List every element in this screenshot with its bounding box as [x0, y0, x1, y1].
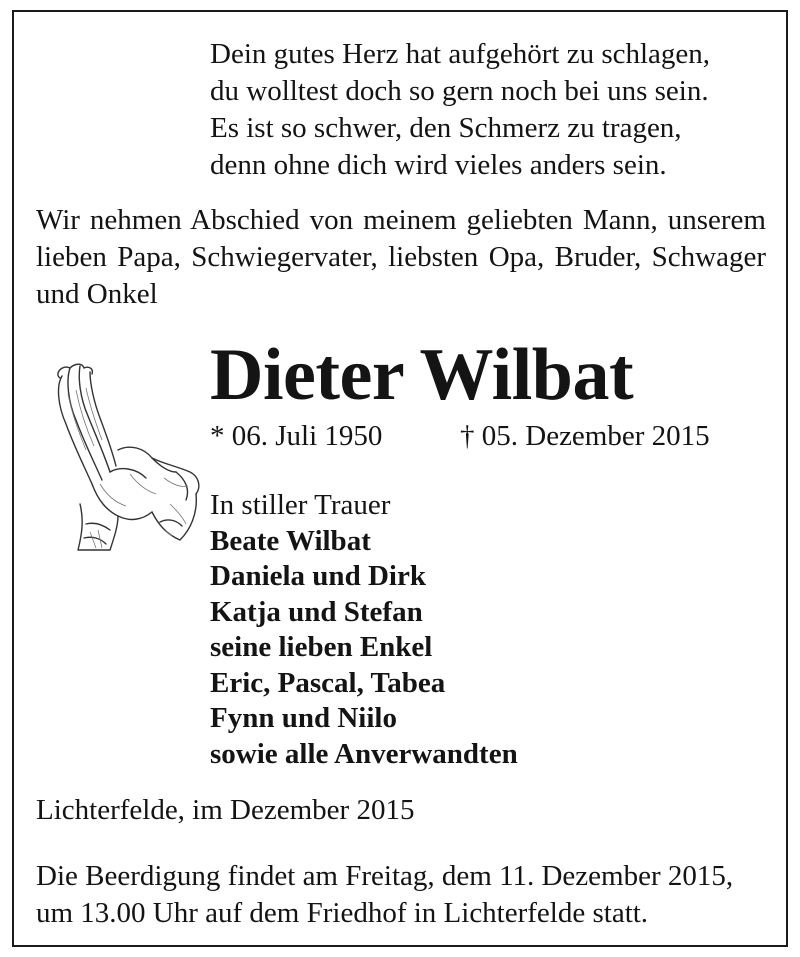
- funeral-line: um 13.00 Uhr auf dem Friedhof in Lichterfelde statt.: [36, 897, 649, 929]
- poem-line: Dein gutes Herz hat aufgehört zu schlagen,: [210, 38, 711, 70]
- mourners-intro: In stiller Trauer: [210, 489, 391, 521]
- praying-hands-icon: [40, 354, 210, 554]
- poem: [210, 36, 770, 184]
- mourner-line: Fynn und Niilo: [210, 702, 397, 734]
- mourner-line: Eric, Pascal, Tabea: [210, 666, 446, 699]
- deceased-name: Dieter Wilbat: [210, 334, 634, 416]
- mourners: [210, 488, 770, 772]
- poem-line: du wolltest doch so gern noch bei uns sein.: [210, 75, 709, 107]
- mourner-line: seine lieben Enkel: [210, 631, 433, 663]
- life-dates: [210, 418, 770, 455]
- mourner-line: sowie alle Anverwandten: [210, 737, 518, 770]
- poem-line: denn ohne dich wird vieles anders sein.: [210, 149, 667, 181]
- death-date: † 05. Dezember 2015: [460, 420, 710, 452]
- funeral-notice: [36, 858, 776, 932]
- obituary-frame: [12, 10, 788, 947]
- place-date: Lichterfelde, im Dezember 2015: [36, 794, 415, 826]
- mourner-line: Daniela und Dirk: [210, 560, 426, 592]
- poem-line: Es ist so schwer, den Schmerz zu tragen,: [210, 112, 682, 144]
- mourner-line: Beate Wilbat: [210, 524, 371, 557]
- funeral-line: Die Beerdigung findet am Freitag, dem 11. Dezember 2015,: [36, 860, 734, 892]
- intro-text: Wir nehmen Abschied von meinem geliebten Mann, unserem lieben Papa, Schwiegervater, liebsten Opa, Bruder, Schwager und Onkel: [36, 204, 766, 310]
- mourner-line: Katja und Stefan: [210, 595, 423, 628]
- birth-date: * 06. Juli 1950: [210, 420, 383, 452]
